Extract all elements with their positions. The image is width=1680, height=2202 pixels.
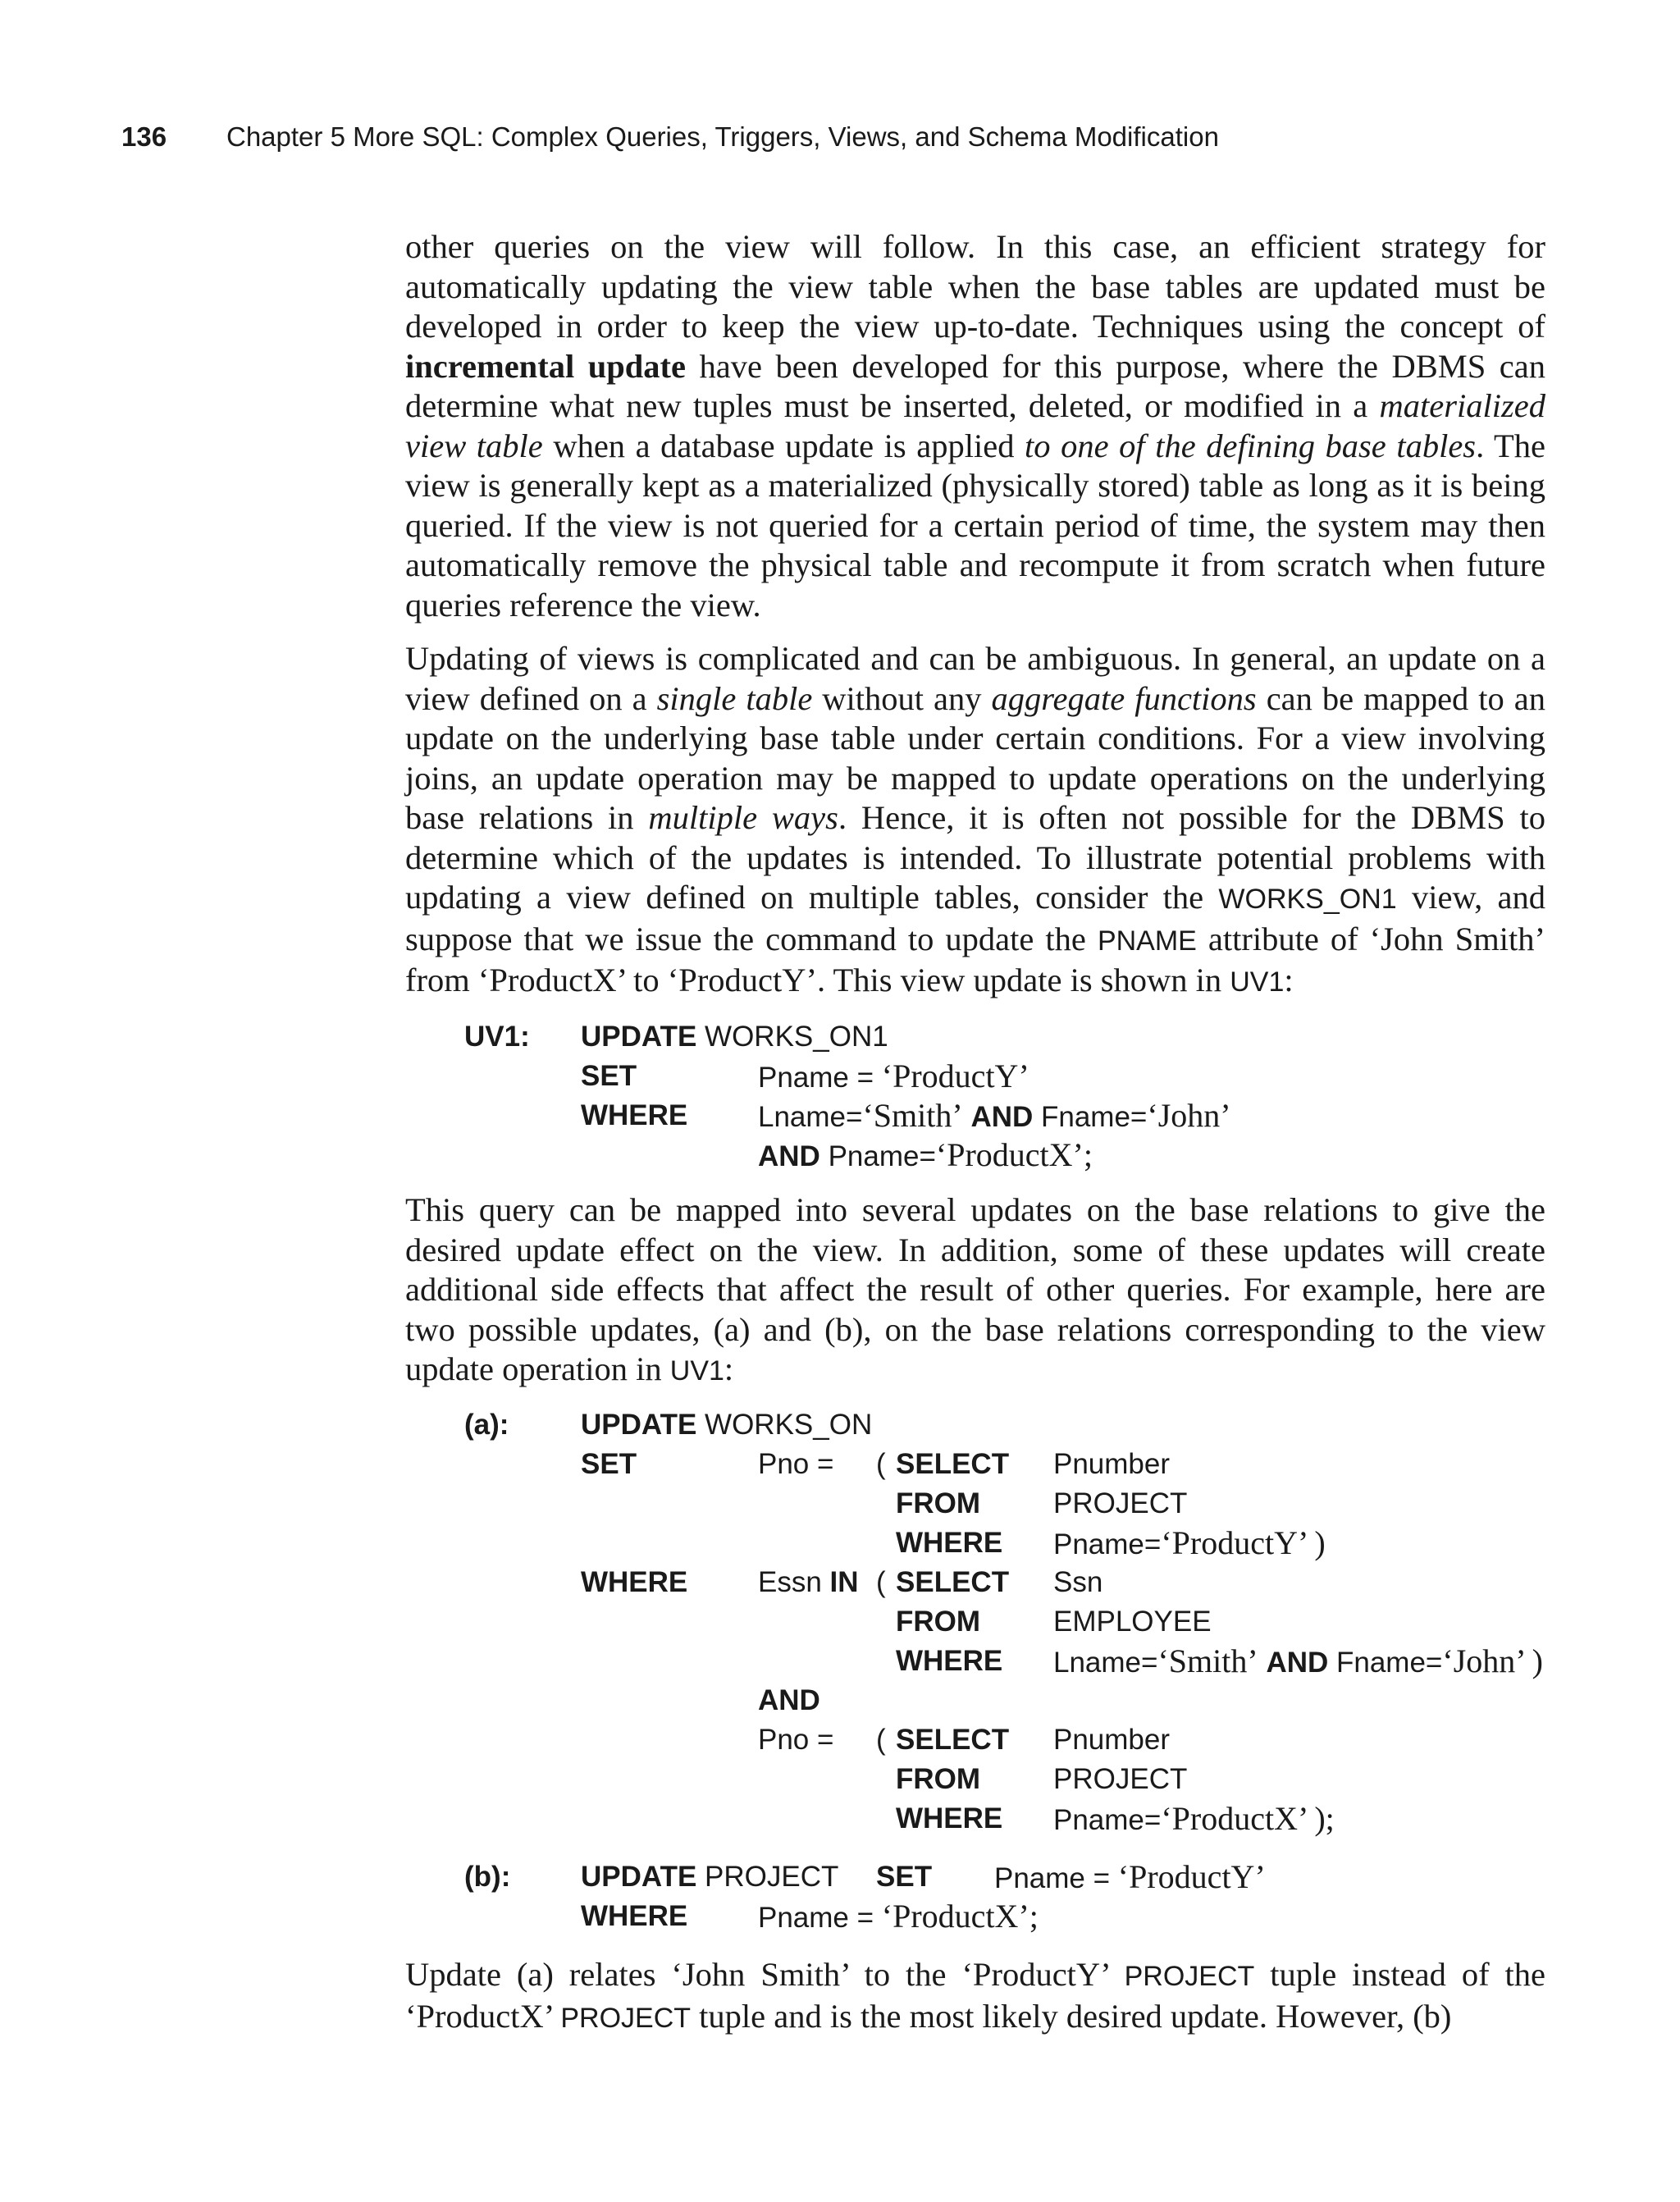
qa-from-3: FROM [896,1763,981,1795]
qa-from-2: FROM [896,1606,981,1638]
qa-project-3: PROJECT [1053,1763,1188,1795]
paragraph-materialized-views [405,227,1545,625]
string-value: ‘ProductX’; [881,1898,1039,1935]
qb-set-clause [994,1857,1266,1898]
italic-term: materialized view table [405,387,1545,464]
qa-from-1: FROM [896,1487,981,1519]
uv1-and-clause [758,1135,1093,1176]
attribute: Lname= [758,1101,863,1133]
string-value: ‘ProductY’ [1117,1858,1266,1895]
table-name: WORKS_ON [705,1409,873,1441]
table-name: PROJECT [705,1861,839,1893]
text-run: can be mapped to an update on the underlying base table under certain conditions. For a view involving joins, an update operation may be mapped to update operations on the underlying base relations in [405,679,1545,836]
text-run: tuple and is the most likely desired update. However, (b) [691,1997,1452,2035]
attribute: Pname = [994,1862,1118,1894]
paragraph-update-a-explanation [405,1955,1545,2038]
qa-set-keyword: SET [581,1448,637,1480]
qa-pnumber-3: Pnumber [1053,1724,1171,1756]
paragraph-possible-updates [405,1190,1545,1391]
text-run: view, and suppose that we issue the command to update the [405,879,1545,957]
string-value: ‘Smith’ [862,1097,963,1134]
qa-line-update [581,1405,872,1445]
code-term: PROJECT [1124,1961,1255,1992]
string-value: ‘ProductY’ [881,1058,1029,1094]
attribute: Pname= [828,1140,936,1172]
running-header [121,116,1219,158]
string-value: ‘Smith’ [1157,1642,1258,1679]
italic-term: single table [656,679,813,717]
string-value: ‘ProductY’ ) [1161,1524,1326,1561]
qa-employee: EMPLOYEE [1053,1606,1212,1638]
qa-essn-in [758,1563,859,1602]
qb-label: (b): [464,1861,511,1893]
uv1-set-clause [758,1057,1029,1098]
qa-project-1: PROJECT [1053,1487,1188,1519]
code-term: PNAME [1097,925,1197,957]
text-run: have been developed for this purpose, where the DBMS can determine what new tuples must be inserted, deleted, or modified in a [405,347,1545,424]
text-run: This query can be mapped into several updates on the base relations to give the desired update effect on the view. In addition, some of these updates will create additional side effects that affect the result of other queries. For example, here are two possible updates, (a) and (b), on the base relations corresponding to the view update operation in [405,1191,1545,1387]
qb-where-keyword: WHERE [581,1900,688,1932]
keyword: AND [758,1140,820,1172]
qa-pnumber-1: Pnumber [1053,1448,1171,1480]
qa-paren-2: ( [876,1566,886,1598]
qa-cond-3 [1053,1799,1335,1840]
keyword: UPDATE [581,1861,697,1893]
qa-select-1: SELECT [896,1448,1010,1480]
keyword: AND [1266,1647,1329,1679]
keyword: IN [829,1566,859,1598]
qa-select-3: SELECT [896,1724,1010,1756]
string-value: ‘ProductX’ ); [1161,1800,1335,1837]
running-title: Chapter 5 More SQL: Complex Queries, Triggers, Views, and Schema Modification [226,121,1219,152]
qa-where-3: WHERE [896,1802,1003,1834]
qa-cond-2 [1053,1642,1543,1683]
italic-term: to one of the defining base tables [1025,427,1477,464]
attribute: Fname= [1336,1647,1443,1679]
text-run: attribute of ‘John Smith’ from ‘ProductX’ to ‘ProductY’. This view update is shown in [405,920,1545,998]
qb-where-clause [758,1897,1039,1938]
qa-and-keyword: AND [758,1684,820,1716]
uv1-set-keyword: SET [581,1060,637,1092]
attribute: Pname= [1053,1804,1162,1836]
uv1-line-update [581,1017,888,1057]
qa-pno-1: Pno = [758,1448,834,1480]
code-term: WORKS_ON1 [1218,884,1397,915]
text-run: . The view is generally kept as a materialized (physically stored) table as long as it is being queried. If the view is not queried for a certain period of time, the system may then automatically remove the physical table and recompute it from scratch when future queries reference the view. [405,427,1546,624]
keyword: UPDATE [581,1409,697,1441]
text-run: when a database update is applied [542,427,1025,464]
qa-cond-1 [1053,1524,1326,1565]
text-run: without any [812,679,992,717]
string-value: ‘ProductX’; [935,1136,1093,1173]
qb-line-update [581,1857,838,1897]
code-term: UV1 [669,1355,724,1387]
qa-where-1: WHERE [896,1527,1003,1559]
qa-select-2: SELECT [896,1566,1010,1598]
attribute: Fname= [1041,1101,1148,1133]
text-run: : [724,1350,734,1387]
attribute: Pname = [758,1062,882,1094]
attribute: Essn [758,1566,822,1598]
qb-set-keyword: SET [876,1861,933,1893]
uv1-label: UV1: [464,1021,530,1053]
attribute: Pname = [758,1902,882,1934]
attribute: Pname= [1053,1528,1162,1560]
bold-term-incremental-update: incremental update [405,347,686,385]
string-value: ‘John’ [1147,1097,1231,1134]
page-number: 136 [121,121,167,152]
text-run: tuple instead of the ‘ProductX’ [405,1956,1545,2035]
uv1-where-keyword: WHERE [581,1099,688,1131]
text-run: : [1284,962,1294,998]
keyword: UPDATE [581,1021,697,1053]
code-term: PROJECT [560,2002,692,2034]
table-name: WORKS_ON1 [705,1021,888,1053]
attribute: Lname= [1053,1647,1158,1679]
qa-where-keyword: WHERE [581,1566,688,1598]
text-run: other queries on the view will follow. In this case, an efficient strategy for automatically updating the view table when the base tables are updated must be developed in order to keep the view up-to-date. Techniques using the concept of [405,228,1545,345]
qa-where-2: WHERE [896,1645,1003,1677]
text-run: . Hence, it is often not possible for the DBMS to determine which of the updates is intended. To illustrate potential problems with updating a view defined on multiple tables, consider the [405,799,1546,916]
qa-paren-1: ( [876,1448,886,1480]
qa-label: (a): [464,1409,509,1441]
qa-paren-3: ( [876,1724,886,1756]
string-value: ‘John’ ) [1442,1642,1543,1679]
italic-term: aggregate functions [991,679,1257,717]
text-run: Updating of views is complicated and can be ambiguous. In general, an update on a view defined on a [405,640,1545,717]
italic-term: multiple ways [648,799,838,836]
paragraph-updating-views [405,639,1545,1003]
uv1-where-clause [758,1096,1231,1137]
code-term: UV1 [1230,966,1285,998]
qa-pno-2: Pno = [758,1724,834,1756]
keyword: AND [970,1101,1034,1133]
qa-ssn: Ssn [1053,1566,1103,1598]
text-run: Update (a) relates ‘John Smith’ to the ‘ProductY’ [405,1956,1125,1993]
